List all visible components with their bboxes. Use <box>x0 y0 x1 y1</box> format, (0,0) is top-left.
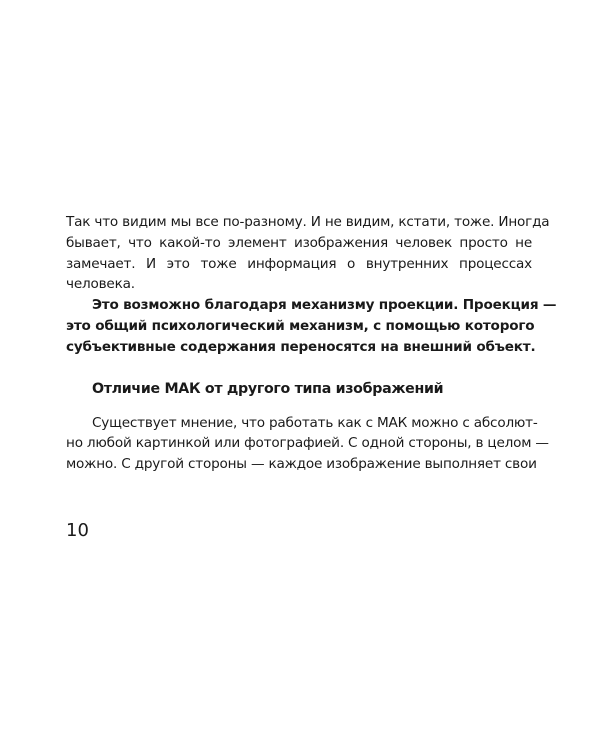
text-line: замечает. И это тоже информация о внутренних процессах <box>66 255 532 272</box>
paragraph-perception <box>66 212 550 295</box>
page-content <box>66 212 557 475</box>
text-line: Это возможно благодаря механизму проекции. Проекция — <box>92 297 557 314</box>
page-number: 10 <box>66 520 89 541</box>
text-line: Так что видим мы все по-разному. И не видим, кстати, тоже. Иногда <box>66 214 550 230</box>
text-line: бывает, что какой-то элемент изображения человек просто не <box>66 234 532 251</box>
text-line: можно. С другой стороны — каждое изображение выполняет свои <box>66 456 537 473</box>
text-line: субъективные содержания переносятся на внешний объект. <box>66 338 536 355</box>
text-line: Существует мнение, что работать как с МАК можно с абсолют- <box>92 414 538 431</box>
section-heading: Отличие МАК от другого типа изображений <box>92 380 444 397</box>
paragraph-projection <box>66 295 557 357</box>
paragraph-mac-opinion <box>66 413 549 475</box>
text-line: но любой картинкой или фотографией. С одной стороны, в целом — <box>66 435 549 452</box>
text-line: это общий психологический механизм, с помощью которого <box>66 317 535 334</box>
text-line: человека. <box>66 276 135 293</box>
